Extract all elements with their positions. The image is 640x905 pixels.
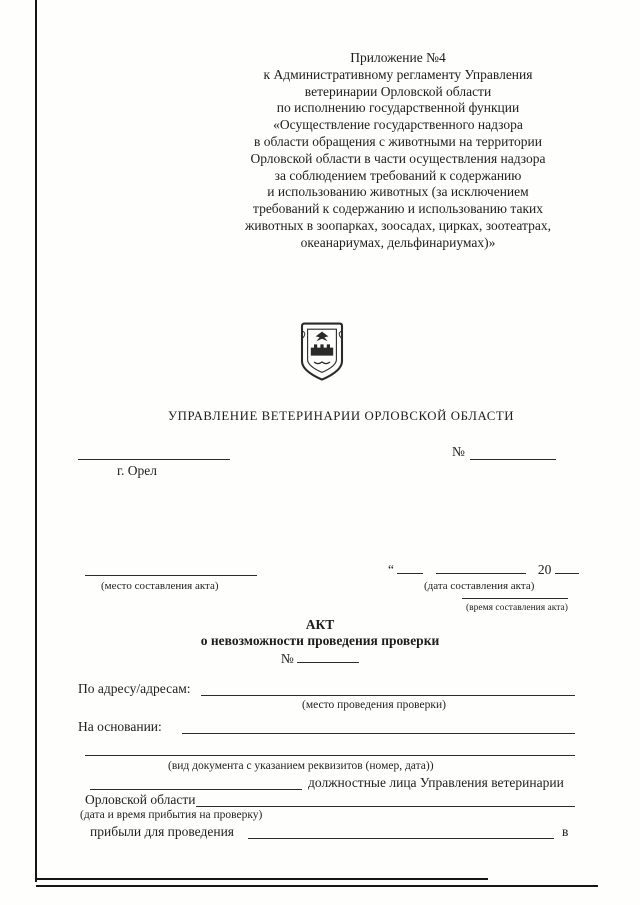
act-title: АКТ — [305, 617, 335, 632]
coat-of-arms-icon — [298, 320, 346, 388]
blank-arrived-line — [248, 838, 554, 839]
doc-number-label: № — [452, 444, 465, 459]
officials-text: должностные лица Управления ветеринарии — [308, 775, 564, 790]
organization-title: УПРАВЛЕНИЕ ВЕТЕРИНАРИИ ОРЛОВСКОЙ ОБЛАСТИ — [168, 409, 515, 423]
act-number-label: № — [280, 651, 294, 666]
scan-artifact-bottom-line-2 — [36, 885, 598, 887]
appendix-header-line: ветеринарии Орловской области — [304, 83, 492, 99]
appendix-header-line: и использованию животных (за исключением — [267, 184, 529, 200]
scan-artifact-left-edge-line — [35, 0, 37, 882]
arrived-suffix: в — [562, 824, 569, 839]
act-number-row — [120, 649, 520, 667]
blank-year-line — [555, 560, 579, 574]
blank-address-line — [201, 695, 575, 696]
blank-officials-line — [90, 789, 302, 790]
act-subtitle: о невозможности проведения проверки — [200, 633, 440, 648]
date-blank-group — [388, 560, 579, 578]
blank-day-line — [397, 560, 423, 574]
appendix-header-line: «Осуществление государственного надзора — [273, 117, 523, 133]
blank-month-line — [436, 560, 526, 574]
oryol-region-emblem-icon — [298, 320, 346, 388]
address-caption: (место проведения проверки) — [302, 699, 446, 711]
city-label: г. Орел — [117, 463, 157, 478]
appendix-header-line: Приложение №4 — [350, 50, 446, 65]
arrival-caption: (дата и время прибытия на проверку) — [80, 809, 263, 821]
appendix-header-block — [178, 50, 618, 252]
scan-artifact-bottom-line-1 — [36, 878, 488, 880]
arrived-label: прибыли для проведения — [90, 824, 235, 839]
appendix-header-line: Орловской области в части осуществления надзора — [250, 150, 546, 166]
blank-basis-line-1 — [182, 733, 575, 734]
blank-region-line — [196, 806, 575, 807]
date-caption: (дата составления акта) — [424, 580, 535, 592]
document-caption: (вид документа с указанием реквизитов (номер, дата)) — [168, 760, 434, 772]
open-quote: “ — [388, 562, 394, 577]
appendix-header-line: к Административному регламенту Управления — [263, 66, 533, 82]
appendix-header-line: по исполнению государственной функции — [276, 100, 520, 116]
appendix-header-line: океанариумах, дельфинариумах)» — [300, 234, 496, 250]
appendix-header-line: в области обращения с животными на территории — [253, 133, 543, 149]
place-caption: (место составления акта) — [101, 580, 219, 592]
act-title-block — [120, 617, 520, 667]
basis-label: На основании: — [78, 719, 162, 734]
blank-date-line — [78, 459, 230, 460]
region-text: Орловской области — [85, 792, 196, 807]
appendix-header-line: животных в зоопарках, зоосадах, цирках, зоотеатрах, — [245, 217, 551, 233]
time-caption: (время составления акта) — [466, 603, 568, 613]
blank-time-line — [462, 598, 568, 599]
blank-basis-line-2 — [85, 755, 575, 756]
blank-act-number-line — [297, 649, 359, 663]
blank-place-line — [85, 575, 257, 576]
blank-doc-number-line — [470, 459, 556, 460]
appendix-header-line: требований к содержанию и использованию таких — [253, 201, 543, 217]
appendix-header-line: за соблюдением требований к содержанию — [274, 167, 522, 183]
address-label: По адресу/адресам: — [78, 681, 191, 696]
year-prefix: 20 — [537, 562, 552, 577]
